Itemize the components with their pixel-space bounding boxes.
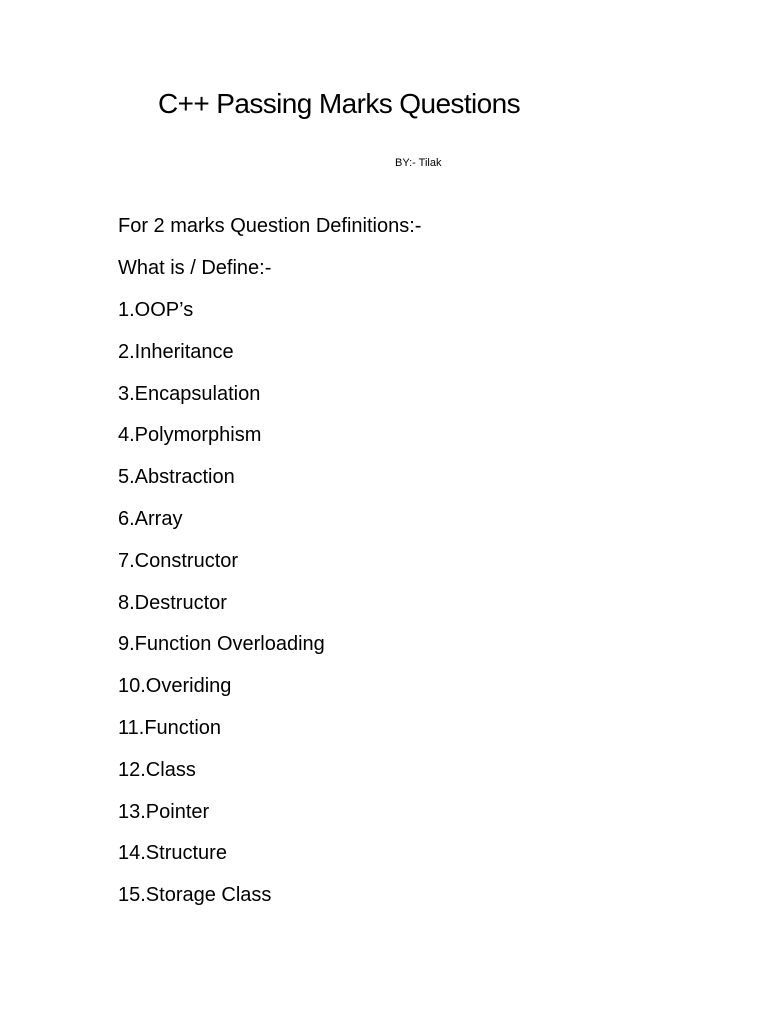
document-title: C++ Passing Marks Questions: [158, 88, 520, 119]
author-line: BY:- Tilak: [395, 157, 442, 169]
list-item: 3.Encapsulation: [118, 382, 261, 405]
list-item: 7.Constructor: [118, 549, 239, 572]
list-item: 4.Polymorphism: [118, 424, 262, 447]
list-item: 6.Array: [118, 507, 183, 530]
list-item: 5.Abstraction: [118, 466, 235, 489]
list-item: 10.Overiding: [118, 675, 232, 698]
list-item: 1.OOP’s: [118, 299, 194, 321]
list-item: 2.Inheritance: [118, 340, 234, 363]
list-item: 11.Function: [118, 716, 222, 739]
section-subheading: What is / Define:-: [118, 257, 272, 279]
list-item: 15.Storage Class: [118, 884, 272, 907]
list-item: 8.Destructor: [118, 591, 227, 614]
list-item: 12.Class: [118, 758, 196, 781]
list-item: 13.Pointer: [118, 800, 210, 823]
section-heading: For 2 marks Question Definitions:-: [118, 215, 422, 237]
list-item: 9.Function Overloading: [118, 633, 325, 656]
list-item: 14.Structure: [118, 842, 227, 865]
question-list: [118, 298, 325, 925]
